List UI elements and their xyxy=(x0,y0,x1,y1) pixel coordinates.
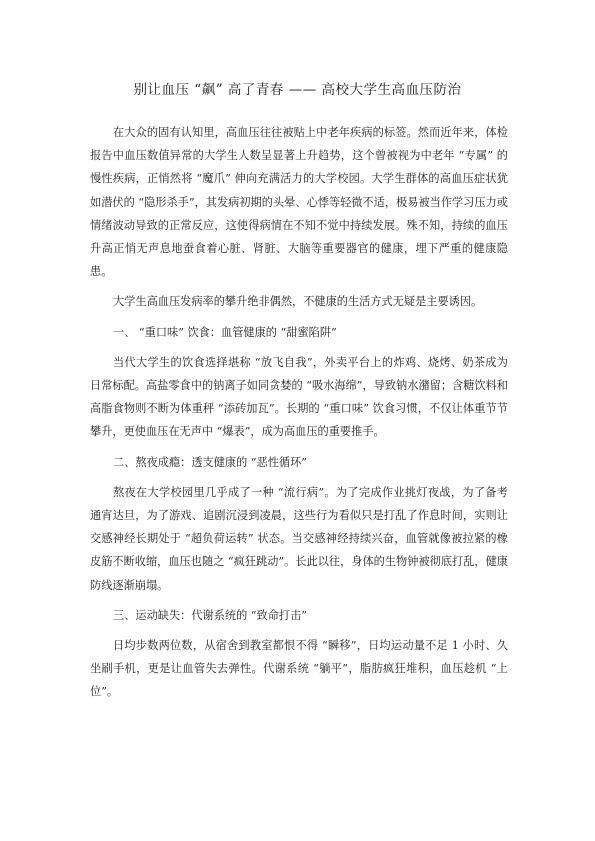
document-title: 别让血压 “飙” 高了青春 —— 高校大学生高血压防治 xyxy=(133,82,462,98)
section-heading-exercise: 三、运动缺失：代谢系统的 “致命打击” xyxy=(113,608,307,622)
section-heading-diet: 一、 “重口味” 饮食：血管健康的 “甜蜜陷阱” xyxy=(113,325,337,339)
section-paragraph-exercise: 日均步数两位数，从宿舍到教室都恨不得 “瞬移”，日均运动量不足 1 小时、久坐刷手机，更是让血管失去弹性。代谢系统 “躺平”，脂肪疯狂堆积，血压趁机 “上位”。 xyxy=(90,639,508,699)
section-heading-late-night: 二、熬夜成瘾：透支健康的 “恶性循环” xyxy=(113,455,307,469)
intro-paragraph-2: 大学生高血压发病率的攀升绝非偶然，不健康的生活方式无疑是主要诱因。 xyxy=(113,295,483,309)
intro-paragraph-1: 在大众的固有认知里，高血压往往被贴上中老年疾病的标签。然而近年来，体检报告中血压数值异常的大学生人数呈显著上升趋势，这个曾被视为中老年 “专属” 的慢性疾病，正悄然将 “魔爪” 伸向充满活力的大学校园。大学生群体的高血压症状犹如潜伏的 “隐形杀手”，其发病初期的头晕、心悸等轻微不适，极易被当作学习压力或情绪波动导致的正常反应，这使得病情在不知不觉中持续发展。殊不知，持续的血压升高正悄无声息地蚕食着心脏、肾脏、大脑等重要器官的健康，埋下严重的健康隐患。 xyxy=(90,126,508,279)
section-paragraph-late-night: 熬夜在大学校园里几乎成了一种 “流行病”。为了完成作业挑灯夜战，为了备考通宵达旦，为了游戏、追剧沉浸到凌晨，这些行为看似只是打乱了作息时间，实则让交感神经长期处于 “超负荷运转” 状态。当交感神经持续兴奋，血管就像被拉紧的橡皮筋不断收缩，血压也随之 “疯狂跳动”。长此以往，身体的生物钟被彻底打乱，健康防线逐渐崩塌。 xyxy=(90,485,508,592)
document-body xyxy=(90,121,508,711)
section-paragraph-diet: 当代大学生的饮食选择堪称 “放飞自我”，外卖平台上的炸鸡、烧烤、奶茶成为日常标配。高盐零食中的钠离子如同贪婪的 “吸水海绵”，导致钠水潴留；含糖饮料和高脂食物则不断为体重秤 “添砖加瓦”。长期的 “重口味” 饮食习惯，不仅让体重节节攀升，更使血压在无声中 “爆表”，成为高血压的重要推手。 xyxy=(90,355,508,439)
